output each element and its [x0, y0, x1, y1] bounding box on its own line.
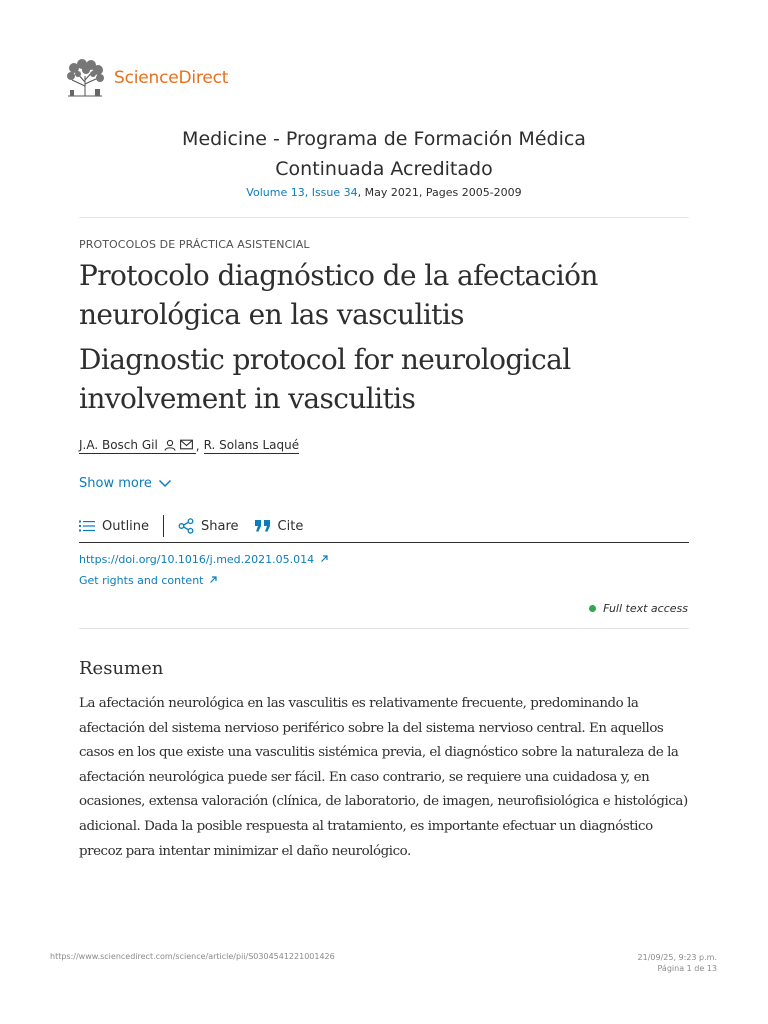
author-list	[79, 438, 299, 454]
outline-list-icon	[79, 520, 95, 532]
article-title-es: Protocolo diagnóstico de la afectación neurológica en las vasculitis	[79, 259, 598, 331]
issue-details: , May 2021, Pages 2005-2009	[357, 186, 522, 199]
quote-icon	[255, 520, 271, 532]
doi-link[interactable]	[79, 553, 329, 566]
author-2[interactable]: R. Solans Laqué	[203, 438, 300, 452]
show-more-button[interactable]	[79, 476, 172, 491]
journal-title-line2: Continuada Acreditado	[275, 158, 493, 180]
page-footer-date: 21/09/25, 9:23 p.m.	[637, 953, 717, 962]
abstract-heading: Resumen	[79, 658, 164, 679]
mail-icon	[180, 439, 193, 450]
journal-title[interactable]	[0, 124, 768, 184]
external-link-arrow-icon	[320, 554, 329, 563]
outline-label: Outline	[102, 518, 150, 534]
author-separator: ,	[195, 439, 200, 453]
access-status-dot-icon	[589, 605, 596, 612]
sciencedirect-logo[interactable]	[64, 58, 228, 98]
volume-issue-link[interactable]: Volume 13, Issue 34	[246, 186, 358, 199]
rights-text: Get rights and content	[79, 574, 204, 587]
chevron-down-icon	[158, 479, 172, 488]
divider-bottom	[79, 628, 689, 629]
share-button[interactable]	[178, 518, 239, 534]
page-footer-meta	[638, 952, 717, 974]
abstract-text: La afectación neurológica en las vasculitis es relativamente frecuente, predominando la afectación del sistema nervioso periférico sobre la del sistema nervioso central. En aquellos casos en los que existe una vasculitis sistémica previa, el diagnóstico sobre la naturaleza de la afectación neurológica puede ser fácil. En caso contrario, se requiere una cuidadosa y, en ocasiones, extensa valoración (clínica, de laboratorio, de imagen, neurofisiológica e histológica) adicional. Dada la posible respuesta al tratamiento, es importante efectuar un diagnóstico precoz para intentar minimizar el daño neurológico.	[79, 696, 688, 859]
cite-button[interactable]	[255, 519, 304, 534]
person-icon	[164, 439, 176, 451]
brand-name: ScienceDirect	[114, 68, 229, 88]
outline-button[interactable]	[79, 519, 149, 534]
elsevier-tree-icon	[64, 58, 106, 98]
external-link-arrow-icon	[209, 575, 218, 584]
issue-info	[0, 186, 768, 199]
article-toolbar	[79, 510, 689, 543]
page-footer-page: Página 1 de 13	[657, 964, 717, 973]
article-category: PROTOCOLOS DE PRÁCTICA ASISTENCIAL	[79, 238, 310, 251]
author-1-name: J.A. Bosch Gil	[79, 438, 158, 452]
share-label: Share	[201, 518, 239, 534]
rights-link[interactable]	[79, 574, 218, 587]
divider-top	[79, 217, 689, 218]
article-title-en: Diagnostic protocol for neurological involvement in vasculitis	[79, 343, 571, 415]
author-1[interactable]	[79, 438, 196, 454]
page-footer-url: https://www.sciencedirect.com/science/article/pii/S0304541221001426	[50, 952, 335, 961]
journal-title-line1: Medicine - Programa de Formación Médica	[182, 128, 586, 150]
full-text-access-badge	[589, 602, 688, 615]
doi-text: https://doi.org/10.1016/j.med.2021.05.014	[79, 553, 315, 566]
show-more-label: Show more	[79, 476, 152, 491]
access-label: Full text access	[603, 602, 688, 615]
cite-label: Cite	[277, 518, 304, 534]
toolbar-divider	[163, 515, 164, 537]
share-icon	[178, 518, 194, 534]
